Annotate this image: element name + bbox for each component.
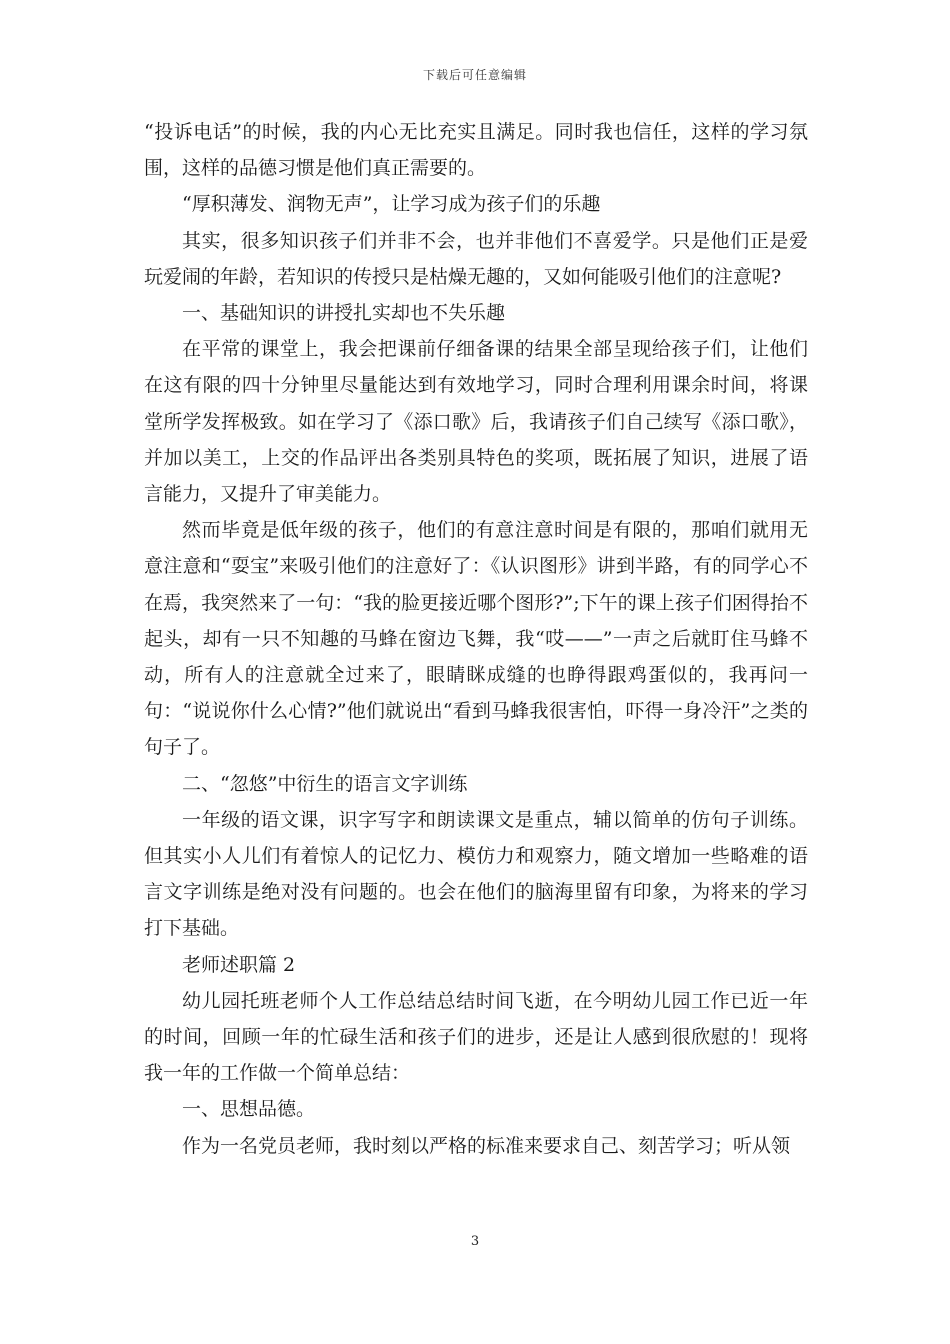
paragraph-1: “投诉电话”的时候，我的内心无比充实且满足。同时我也信任，这样的学习氛围，这样的品德习惯是他们真正需要的。 (144, 121, 808, 180)
page-header: 下载后可任意编辑 (422, 68, 527, 82)
paragraph-6: 幼儿园托班老师个人工作总结总结时间飞逝，在今明幼儿园工作已近一年的时间，回顾一年的忙碌生活和孩子们的进步，还是让人感到很欣慰的！现将我一年的工作做一个简单总结： (144, 989, 808, 1085)
section-heading-accumulate: “厚积薄发、润物无声”，让学习成为孩子们的乐趣 (182, 193, 601, 216)
paragraph-2: 其实，很多知识孩子们并非不会，也并非他们不喜爱学。只是他们正是爱玩爱闹的年龄，若知识的传授只是枯燥无趣的，又如何能吸引他们的注意呢? (144, 229, 808, 288)
paragraph-5: 一年级的语文课，识字写字和朗读课文是重点，辅以简单的仿句子训练。但其实小人儿们有着惊人的记忆力、模仿力和观察力，随文增加一些略难的语言文字训练是绝对没有问题的。也会在他们的脑海里留有印象，为将来的学习打下基础。 (144, 808, 808, 940)
section-heading-language-training: 二、“忽悠”中衍生的语言文字训练 (182, 772, 468, 795)
paragraph-7: 作为一名党员老师，我时刻以严格的标准来要求自己、刻苦学习；听从领 (182, 1134, 791, 1157)
section-heading-basic-knowledge: 一、基础知识的讲授扎实却也不失乐趣 (182, 302, 506, 325)
paragraph-4: 然而毕竟是低年级的孩子，他们的有意注意时间是有限的，那咱们就用无意注意和“耍宝”来吸引他们的注意好了：《认识图形》讲到半路，有的同学心不在焉，我突然来了一句：“我的脸更接近哪个图形?”;下午的课上孩子们困得抬不起头，却有一只不知趣的马蜂在窗边飞舞，我“哎——”一声之后就盯住马蜂不动，所有人的注意就全过来了，眼睛眯成缝的也睁得跟鸡蛋似的，我再问一句：“说说你什么心情?”他们就说出“看到马蜂我很害怕，吓得一身冷汗”之类的句子了。 (144, 519, 808, 759)
section-heading-ideology: 一、思想品德。 (182, 1098, 316, 1121)
article-title-2: 老师述职篇 2 (182, 953, 296, 976)
document-body (144, 114, 808, 1164)
paragraph-3: 在平常的课堂上，我会把课前仔细备课的结果全部呈现给孩子们，让他们在这有限的四十分钟里尽量能达到有效地学习，同时合理利用课余时间，将课堂所学发挥极致。如在学习了《添口歌》后，我请孩子们自己续写《添口歌》，并加以美工，上交的作品评出各类别具特色的奖项，既拓展了知识，进展了语言能力，又提升了审美能力。 (144, 338, 808, 506)
page-number: 3 (470, 1234, 480, 1249)
